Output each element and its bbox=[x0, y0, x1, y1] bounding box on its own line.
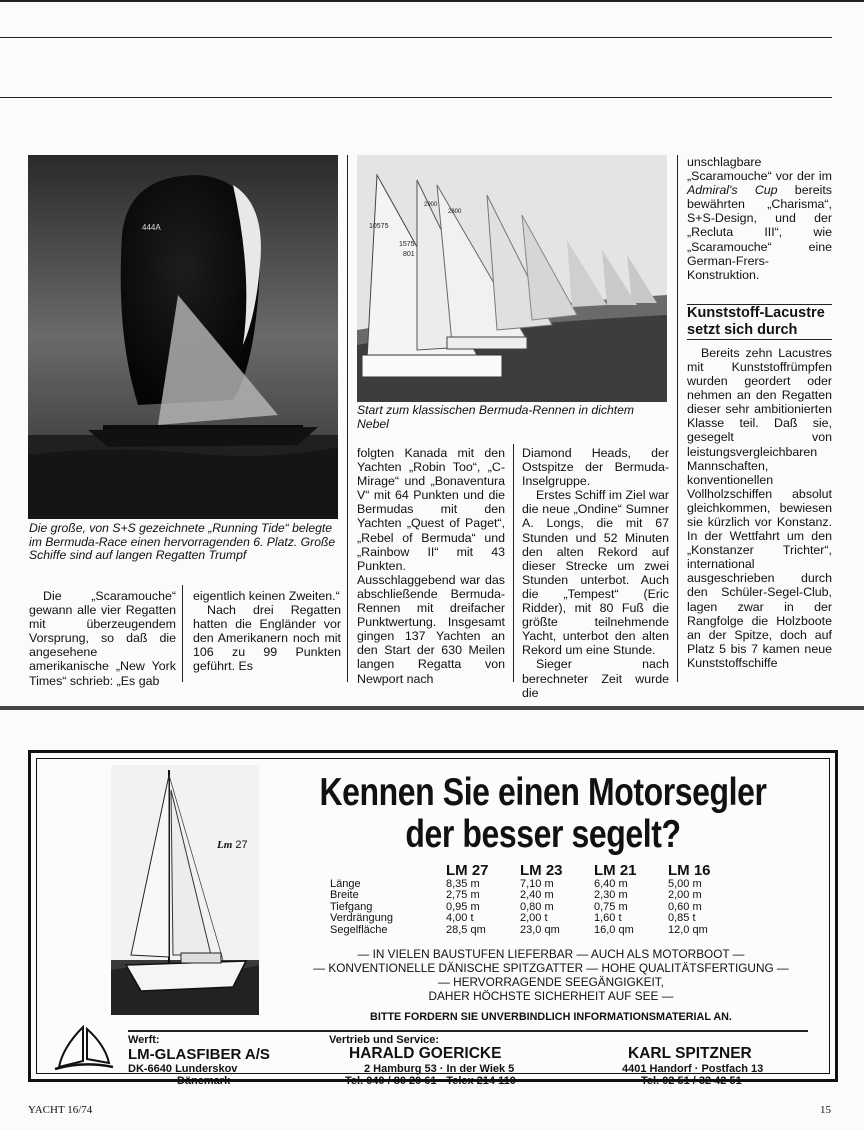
request-info-line: BITTE FORDERN SIE UNVERBINDLICH INFORMATIONSMATERIAL AN. bbox=[370, 1011, 732, 1023]
feature-line-3: — HERVORRAGENDE SEEGÄNGIGKEIT, bbox=[438, 975, 664, 989]
spec-value: 6,40 m bbox=[594, 878, 628, 890]
spec-value: 0,95 m bbox=[446, 900, 480, 913]
column-rule-3 bbox=[513, 444, 514, 682]
ad-contact-rule bbox=[128, 1030, 808, 1032]
feature-line-4: DAHER HÖCHSTE SICHERHEIT AUF SEE — bbox=[428, 989, 674, 1003]
col5-paragraph-1 bbox=[687, 155, 832, 282]
lm-sail-logo-icon bbox=[53, 1025, 115, 1073]
specs-table bbox=[330, 862, 742, 936]
col4-paragraph-2: Erstes Schiff im Ziel war die neue „Ondine“ Sumner A. Longs, die mit 67 Stunden und 52 Minuten den alten Rekord auf dieser Strecke um zwei Stunden unterbot. Auch die „Tempest“ (Eric Ridder), mit 80 Fuß die größte teilnehmende Yacht, unterbot den alten Rekord um eine Stunde. bbox=[522, 488, 669, 658]
col2-paragraph-1: eigentlich keinen Zweiten.“ bbox=[193, 589, 340, 603]
header-rule-2 bbox=[0, 97, 832, 98]
col4-paragraph-3: Sieger nach berechneter Zeit wurde die bbox=[522, 657, 669, 700]
article-column-1 bbox=[29, 589, 176, 688]
spec-value: 5,00 m bbox=[668, 878, 702, 890]
spec-label: Länge bbox=[330, 878, 361, 890]
goericke-name: HARALD GOERICKE bbox=[349, 1045, 502, 1062]
goericke-address: 2 Hamburg 53 · In der Wiek 5 bbox=[364, 1063, 515, 1075]
spec-value: 0,80 m bbox=[520, 900, 554, 913]
column-rule-4 bbox=[677, 155, 678, 682]
feature-line-2: — KONVENTIONELLE DÄNISCHE SPITZGATTER — HOHE QUALITÄTSFERTIGUNG — bbox=[313, 961, 789, 975]
specs-row bbox=[330, 913, 742, 924]
model-lm16: LM 16 bbox=[668, 862, 711, 879]
goericke-telephone: Tel. 040 / 80 20 61 · Telex 214 110 bbox=[345, 1075, 516, 1087]
spec-value: 16,0 qm bbox=[594, 923, 634, 936]
col1-paragraph: Die „Scaramouche“ gewann alle vier Regatten mit überzeugendem Vorsprung, so daß die angesehene amerikanische „New York Times“ schrieb: „Es gab bbox=[29, 589, 176, 688]
werft-address-1: DK-6640 Lunderskov bbox=[128, 1063, 238, 1075]
column-rule-2 bbox=[182, 585, 183, 682]
spitzner-name: KARL SPITZNER bbox=[628, 1045, 752, 1062]
caption-bermuda-start: Start zum klassischen Bermuda-Rennen in dichtem Nebel bbox=[357, 403, 635, 431]
footer-page-number: 15 bbox=[820, 1104, 831, 1116]
spec-value: 2,30 m bbox=[594, 889, 628, 902]
model-lm27: LM 27 bbox=[446, 862, 489, 879]
spec-value: 8,35 m bbox=[446, 878, 480, 890]
spec-value: 23,0 qm bbox=[520, 923, 560, 936]
header-rule-1 bbox=[0, 37, 832, 38]
sail-number-1: 10575 bbox=[369, 223, 389, 230]
article-column-5 bbox=[687, 155, 832, 670]
bermuda-start-photo bbox=[357, 155, 667, 402]
spinnaker-sail-number: 444A bbox=[142, 223, 161, 232]
boat-label-number: 27 bbox=[235, 839, 248, 851]
col5-text-c: bereits bewährten „Charisma“, S+S-Design, und der „Recluta III“, wie „Scaramouche“ eine German-Frers-Konstruktion. bbox=[687, 183, 832, 282]
col2-paragraph-2: Nach drei Regatten hatten die Engländer vor den Amerikanern noch mit 106 zu 99 Punkten geführt. Es bbox=[193, 603, 341, 674]
spec-value: 2,40 m bbox=[520, 889, 554, 902]
feature-line-1: — IN VIELEN BAUSTUFEN LIEFERBAR — AUCH ALS MOTORBOOT — bbox=[357, 947, 745, 961]
spec-value: 2,00 m bbox=[668, 889, 702, 902]
sail-number-3: 801 bbox=[403, 251, 415, 258]
sail-number-4: 2900 bbox=[424, 202, 438, 208]
footer-magazine-issue: YACHT 16/74 bbox=[28, 1104, 93, 1116]
spec-value: 0,85 t bbox=[668, 912, 696, 925]
col5-text-a: unschlagbare „Scaramouche“ vor der im bbox=[687, 155, 832, 184]
top-edge-rule bbox=[0, 0, 864, 2]
boat-label-script: Lm bbox=[217, 839, 233, 851]
col4-paragraph-1: Diamond Heads, der Ostspitze der Bermuda-Inselgruppe. bbox=[522, 446, 669, 489]
model-lm21: LM 21 bbox=[594, 862, 637, 879]
col5-paragraph-2: Bereits zehn Lacustres mit Kunststoffrümpfen wurden geordert oder nehmen an den Regatten dieser sehr ambitionierten Klasse teil. Daß sie, gesegelt von leistungsvergleichbaren Mannschaften, konventionellen Vollholzschiffen absolut gleichkommen, bewiesen sie kürzlich vor Konstanz. In der Wettfahrt um den „Konstanzer Trichter“, international ausgeschrieben durch den Schüler-Segel-Club, lagen zwar in der Rangfolge die Holzboote an der Spitze, doch auf Platz 5 bis 7 kamen neue Kunststoffschiffe bbox=[687, 345, 832, 670]
lm-advertisement bbox=[28, 750, 838, 1087]
sail-number-2: 1575 bbox=[399, 241, 415, 248]
spitzner-telephone: Tel. 02 51 / 32 42 51 bbox=[641, 1075, 742, 1087]
article-column-4 bbox=[522, 446, 669, 700]
werft-label: Werft: bbox=[128, 1034, 160, 1046]
ad-separator-band bbox=[0, 706, 864, 710]
boat-model-label bbox=[217, 839, 248, 851]
col3-paragraph: folgten Kanada mit den Yachten „Robin Too“, „C-Mirage“ und „Bonaventura V“ mit 64 Punkten und die Bermudas mit den Yachten „Quest of Paget“, „Rebel of Bermuda“ und „Rainbow II“ mit 43 Punkten. Ausschlaggebend war das abschließende Bermuda-Rennen mit dreifacher Punktwertung. Insgesamt gingen 137 Yachten an den Start der 630 Meilen langen Regatta von Newport nach bbox=[357, 446, 505, 686]
spec-value: 12,0 qm bbox=[668, 923, 708, 936]
running-tide-photo bbox=[28, 155, 338, 519]
caption-running-tide: Die große, von S+S gezeichnete „Running Tide“ belegte im Bermuda-Race einen hervorragenden 6. Platz. Große Schiffe sind auf langen Regatten Trumpf bbox=[29, 521, 336, 563]
spec-value: 4,00 t bbox=[446, 912, 474, 925]
spec-label: Tiefgang bbox=[330, 900, 373, 913]
werft-name: LM-GLASFIBER A/S bbox=[128, 1046, 270, 1063]
spec-label: Breite bbox=[330, 889, 359, 902]
werft-address-2: Dänemark bbox=[177, 1075, 231, 1087]
spec-value: 7,10 m bbox=[520, 878, 554, 890]
column-rule-1 bbox=[347, 155, 348, 682]
ad-headline-line-1: Kennen Sie einen Motorsegler bbox=[319, 771, 767, 814]
model-lm23: LM 23 bbox=[520, 862, 563, 879]
spec-value: 0,60 m bbox=[668, 900, 702, 913]
vertrieb-label: Vertrieb und Service: bbox=[329, 1034, 440, 1046]
spec-value: 2,75 m bbox=[446, 889, 480, 902]
spec-label: Segelfläche bbox=[330, 923, 388, 936]
article-column-3 bbox=[357, 446, 505, 686]
specs-row bbox=[330, 925, 742, 936]
ad-headline-line-2: der besser segelt? bbox=[405, 813, 681, 856]
admirals-cup-italic: Admiral's Cup bbox=[687, 183, 778, 198]
spec-value: 1,60 t bbox=[594, 912, 622, 925]
spitzner-address: 4401 Handorf · Postfach 13 bbox=[622, 1063, 764, 1075]
spec-value: 0,75 m bbox=[594, 900, 628, 913]
section-heading-kunststoff: Kunststoff-Lacustre setzt sich durch bbox=[687, 304, 825, 338]
spec-value: 2,00 t bbox=[520, 912, 548, 925]
specs-header-row bbox=[330, 862, 742, 879]
lm27-boat-photo bbox=[111, 765, 259, 1015]
spec-label: Verdrängung bbox=[330, 912, 393, 925]
sail-number-5: 2800 bbox=[448, 209, 462, 215]
spec-value: 28,5 qm bbox=[446, 923, 486, 936]
article-column-2 bbox=[193, 589, 341, 674]
